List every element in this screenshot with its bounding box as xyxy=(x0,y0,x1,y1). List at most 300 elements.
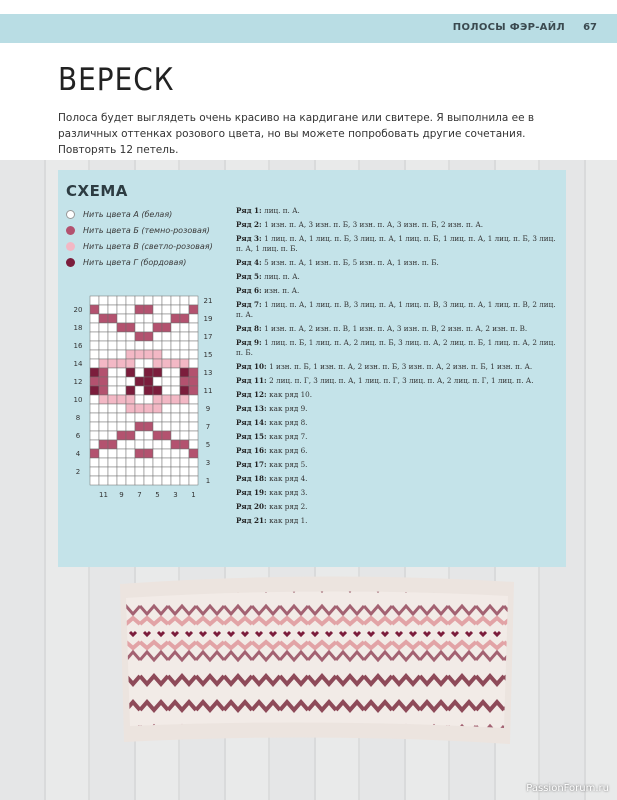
row-text: как ряд 2. xyxy=(269,502,308,511)
row-label: Ряд 9: xyxy=(236,338,265,347)
chart-cell xyxy=(135,386,144,395)
chart-cell xyxy=(189,458,198,467)
chart-cell xyxy=(189,377,198,386)
chart-cell xyxy=(90,305,99,314)
row-instruction xyxy=(236,362,562,372)
chart-cell xyxy=(189,359,198,368)
row-text: лиц. п. А. xyxy=(264,272,300,281)
chart-cell xyxy=(90,296,99,305)
row-instruction xyxy=(236,460,562,470)
chart-cell xyxy=(180,305,189,314)
chart-cell xyxy=(90,368,99,377)
chart-cell xyxy=(90,386,99,395)
chart-cell xyxy=(153,386,162,395)
chart-cell xyxy=(117,449,126,458)
row-label: Ряд 14: xyxy=(236,418,270,427)
chart-cell xyxy=(189,350,198,359)
chart-cell xyxy=(135,431,144,440)
row-label: Ряд 15: xyxy=(236,432,270,441)
chart-cell xyxy=(171,458,180,467)
chart-cell xyxy=(108,332,117,341)
chart-cell xyxy=(126,323,135,332)
chart-cell xyxy=(126,458,135,467)
chart-axis-label: 9 xyxy=(119,491,124,499)
chart-cell xyxy=(99,386,108,395)
chart-cell xyxy=(180,413,189,422)
chart-axis-label: 17 xyxy=(203,333,213,342)
chart-cell xyxy=(117,413,126,422)
chart-cell xyxy=(162,431,171,440)
pattern-title: ВЕРЕСК xyxy=(58,62,175,98)
chart-axis-label: 11 xyxy=(203,387,213,396)
chart-cell xyxy=(99,341,108,350)
chart-axis-label: 9 xyxy=(205,405,211,414)
chart-cell xyxy=(135,323,144,332)
chart-cell xyxy=(144,359,153,368)
row-instruction xyxy=(236,390,562,400)
row-instruction xyxy=(236,206,562,216)
row-instructions xyxy=(236,206,562,530)
color-d-swatch-icon xyxy=(66,258,75,267)
legend-item xyxy=(66,222,213,238)
row-text: как ряд 7. xyxy=(269,432,308,441)
chart-axis-label: 7 xyxy=(205,423,211,432)
legend-item xyxy=(66,206,213,222)
chart-cell xyxy=(144,332,153,341)
chart-cell xyxy=(153,341,162,350)
chart-cell xyxy=(144,368,153,377)
color-b-swatch-icon xyxy=(66,226,75,235)
chart-axis-label: 2 xyxy=(75,468,81,477)
chart-cell xyxy=(117,422,126,431)
chart-cell xyxy=(99,314,108,323)
chart-cell xyxy=(171,476,180,485)
chart-cell xyxy=(117,359,126,368)
chart-cell xyxy=(108,440,117,449)
chart-cell xyxy=(180,368,189,377)
chart-cell xyxy=(153,314,162,323)
chart-cell xyxy=(162,395,171,404)
chart-cell xyxy=(153,458,162,467)
row-text: как ряд 9. xyxy=(269,404,308,413)
chart-cell xyxy=(108,305,117,314)
row-text: как ряд 4. xyxy=(269,474,308,483)
chart-cell xyxy=(153,332,162,341)
row-label: Ряд 18: xyxy=(236,474,270,483)
chart-cell xyxy=(90,422,99,431)
chart-axis-label: 21 xyxy=(203,297,213,306)
chart-cell xyxy=(117,296,126,305)
row-text: как ряд 3. xyxy=(269,488,308,497)
chart-cell xyxy=(99,431,108,440)
chart-cell xyxy=(144,413,153,422)
intro-text: Полоса будет выглядеть очень красиво на кардигане или свитере. Я выполнила ее в различных оттенках розового цвета, но вы можете попробовать другие сочетания. Повторять 12 петель. xyxy=(58,112,535,156)
chart-cell xyxy=(99,350,108,359)
row-label: Ряд 2: xyxy=(236,220,265,229)
section-title: ПОЛОСЫ ФЭР-АЙЛ xyxy=(452,22,565,33)
chart-cell xyxy=(108,296,117,305)
chart-cell xyxy=(126,449,135,458)
chart-axis-label: 13 xyxy=(203,369,213,378)
chart-cell xyxy=(90,377,99,386)
chart-cell xyxy=(117,377,126,386)
row-instruction xyxy=(236,516,562,526)
chart-cell xyxy=(135,422,144,431)
chart-cell xyxy=(180,449,189,458)
chart-cell xyxy=(153,422,162,431)
row-text: 1 лиц. п. А, 1 лиц. п. В, 3 лиц. п. А, 1 лиц. п. В, 3 лиц. п. А, 1 лиц. п. В, 2 лиц. п. А. xyxy=(236,300,556,319)
chart-cell xyxy=(108,458,117,467)
chart-cell xyxy=(189,305,198,314)
chart-cell xyxy=(126,413,135,422)
chart-cell xyxy=(117,305,126,314)
chart-cell xyxy=(171,422,180,431)
chart-cell xyxy=(180,404,189,413)
chart-cell xyxy=(153,476,162,485)
chart-cell xyxy=(108,368,117,377)
legend-label: Нить цвета А (белая) xyxy=(83,209,173,219)
chart-axis-label: 7 xyxy=(137,491,142,499)
chart-cell xyxy=(189,449,198,458)
chart-cell xyxy=(180,458,189,467)
watermark: PassionForum.ru xyxy=(526,783,609,794)
chart-cell xyxy=(189,314,198,323)
chart-cell xyxy=(144,404,153,413)
chart-cell xyxy=(144,395,153,404)
chart-cell xyxy=(117,314,126,323)
chart-cell xyxy=(144,386,153,395)
chart-cell xyxy=(171,467,180,476)
chart-cell xyxy=(162,314,171,323)
chart-cell xyxy=(171,404,180,413)
chart-cell xyxy=(135,377,144,386)
chart-cell xyxy=(153,449,162,458)
chart-cell xyxy=(171,341,180,350)
chart-cell xyxy=(135,467,144,476)
chart-cell xyxy=(144,476,153,485)
chart-cell xyxy=(153,359,162,368)
chart-axis-label: 5 xyxy=(205,441,211,450)
chart-cell xyxy=(126,386,135,395)
row-text: 1 лиц. п. Б, 1 лиц. п. А, 2 лиц. п. Б, 3 лиц. п. А, 2 лиц. п. Б, 1 лиц. п. А, 2 лиц. п. Б. xyxy=(236,338,556,357)
chart-cell xyxy=(117,332,126,341)
chart-cell xyxy=(189,404,198,413)
chart-cell xyxy=(135,413,144,422)
row-text: 2 лиц. п. Г, 3 лиц. п. А, 1 лиц. п. Г, 3 лиц. п. А, 2 лиц. п. Г, 1 лиц. п. А. xyxy=(269,376,534,385)
row-label: Ряд 20: xyxy=(236,502,270,511)
chart-cell xyxy=(180,377,189,386)
chart-cell xyxy=(108,350,117,359)
chart-cell xyxy=(180,386,189,395)
row-label: Ряд 17: xyxy=(236,460,270,469)
chart-cell xyxy=(162,296,171,305)
chart-cell xyxy=(171,323,180,332)
chart-cell xyxy=(108,422,117,431)
chart-cell xyxy=(180,296,189,305)
chart-cell xyxy=(90,359,99,368)
row-label: Ряд 4: xyxy=(236,258,265,267)
chart-cell xyxy=(162,323,171,332)
chart-cell xyxy=(117,404,126,413)
color-a-swatch-icon xyxy=(66,210,75,219)
chart-axis-label: 5 xyxy=(155,491,160,499)
chart-cell xyxy=(162,332,171,341)
row-text: изн. п. А. xyxy=(264,286,300,295)
chart-cell xyxy=(180,395,189,404)
chart-cell xyxy=(144,458,153,467)
chart-cell xyxy=(126,422,135,431)
knitted-headband-photo xyxy=(112,572,522,752)
chart-cell xyxy=(162,305,171,314)
legend-item xyxy=(66,238,213,254)
chart-axis-label: 16 xyxy=(73,342,83,351)
row-label: Ряд 3: xyxy=(236,234,265,243)
chart-cell xyxy=(90,476,99,485)
row-label: Ряд 16: xyxy=(236,446,270,455)
chart-cell xyxy=(171,359,180,368)
chart-cell xyxy=(117,368,126,377)
chart-cell xyxy=(180,476,189,485)
chart-cell xyxy=(144,440,153,449)
chart-cell xyxy=(171,440,180,449)
chart-cell xyxy=(99,323,108,332)
chart-cell xyxy=(126,476,135,485)
chart-cell xyxy=(153,377,162,386)
chart-cell xyxy=(144,341,153,350)
chart-cell xyxy=(90,413,99,422)
chart-cell xyxy=(153,296,162,305)
chart-cell xyxy=(108,413,117,422)
chart-cell xyxy=(171,449,180,458)
chart-cell xyxy=(126,377,135,386)
row-label: Ряд 13: xyxy=(236,404,270,413)
row-label: Ряд 6: xyxy=(236,286,265,295)
chart-cell xyxy=(144,350,153,359)
row-instruction xyxy=(236,446,562,456)
chart-cell xyxy=(117,350,126,359)
chart-cell xyxy=(90,431,99,440)
chart-cell xyxy=(108,323,117,332)
chart-cell xyxy=(135,476,144,485)
chart-cell xyxy=(99,422,108,431)
row-text: как ряд 1. xyxy=(269,516,308,525)
chart-cell xyxy=(117,431,126,440)
chart-cell xyxy=(90,404,99,413)
chart-axis-label: 3 xyxy=(205,459,211,468)
chart-cell xyxy=(126,395,135,404)
chart-cell xyxy=(162,341,171,350)
chart-cell xyxy=(99,395,108,404)
chart-cell xyxy=(126,359,135,368)
chart-cell xyxy=(135,458,144,467)
chart-cell xyxy=(144,323,153,332)
chart-cell xyxy=(189,476,198,485)
chart-cell xyxy=(180,359,189,368)
chart-cell xyxy=(171,368,180,377)
chart-cell xyxy=(99,305,108,314)
knitting-chart xyxy=(68,292,228,502)
chart-cell xyxy=(180,440,189,449)
legend-label: Нить цвета В (светло-розовая) xyxy=(83,241,213,251)
chart-cell xyxy=(162,440,171,449)
chart-cell xyxy=(99,440,108,449)
chart-cell xyxy=(171,395,180,404)
chart-cell xyxy=(126,296,135,305)
chart-cell xyxy=(135,296,144,305)
chart-cell xyxy=(171,377,180,386)
chart-cell xyxy=(108,449,117,458)
row-text: 1 лиц. п. А, 1 лиц. п. Б, 3 лиц. п. А, 1 лиц. п. Б, 1 лиц. п. А, 1 лиц. п. Б, 3 лиц. п. А, 1 лиц. п. Б. xyxy=(236,234,556,253)
chart-cell xyxy=(135,341,144,350)
chart-axis-label: 3 xyxy=(173,491,178,499)
chart-cell xyxy=(135,368,144,377)
chart-cell xyxy=(117,440,126,449)
row-instruction xyxy=(236,338,562,358)
row-text: как ряд 6. xyxy=(269,446,308,455)
chart-cell xyxy=(171,314,180,323)
row-instruction xyxy=(236,324,562,334)
color-c-swatch-icon xyxy=(66,242,75,251)
chart-cell xyxy=(126,350,135,359)
legend-label: Нить цвета Б (темно-розовая) xyxy=(83,225,210,235)
scheme-title: СХЕМА xyxy=(66,182,128,200)
chart-cell xyxy=(90,449,99,458)
row-text: лиц. п. А. xyxy=(264,206,300,215)
page-number: 67 xyxy=(583,22,597,33)
chart-cell xyxy=(189,368,198,377)
chart-cell xyxy=(99,377,108,386)
chart-cell xyxy=(144,314,153,323)
row-instruction xyxy=(236,474,562,484)
chart-cell xyxy=(99,404,108,413)
chart-cell xyxy=(162,467,171,476)
row-label: Ряд 10: xyxy=(236,362,270,371)
chart-cell xyxy=(189,422,198,431)
chart-cell xyxy=(108,476,117,485)
row-label: Ряд 12: xyxy=(236,390,270,399)
chart-cell xyxy=(108,404,117,413)
chart-cell xyxy=(189,431,198,440)
chart-axis-label: 1 xyxy=(205,477,211,486)
chart-cell xyxy=(189,386,198,395)
chart-cell xyxy=(144,467,153,476)
row-text: как ряд 10. xyxy=(269,390,313,399)
row-text: 1 изн. п. Б, 1 изн. п. А, 2 изн. п. Б, 3 изн. п. А, 2 изн. п. Б, 1 изн. п. А. xyxy=(269,362,533,371)
chart-cell xyxy=(108,395,117,404)
row-label: Ряд 8: xyxy=(236,324,265,333)
chart-cell xyxy=(126,305,135,314)
row-instruction xyxy=(236,488,562,498)
chart-cell xyxy=(135,359,144,368)
row-text: 1 изн. п. А, 3 изн. п. Б, 3 изн. п. А, 3 изн. п. Б, 2 изн. п. А. xyxy=(264,220,484,229)
chart-cell xyxy=(117,395,126,404)
row-instruction xyxy=(236,300,562,320)
chart-cell xyxy=(99,458,108,467)
chart-cell xyxy=(135,449,144,458)
chart-cell xyxy=(135,440,144,449)
chart-cell xyxy=(117,467,126,476)
row-text: как ряд 5. xyxy=(269,460,308,469)
row-text: 1 изн. п. А, 2 изн. п. В, 1 изн. п. А, 3 изн. п. В, 2 изн. п. А, 2 изн. п. В. xyxy=(264,324,528,333)
chart-cell xyxy=(108,467,117,476)
chart-cell xyxy=(180,422,189,431)
chart-cell xyxy=(126,314,135,323)
chart-cell xyxy=(153,323,162,332)
chart-cell xyxy=(171,296,180,305)
chart-cell xyxy=(180,314,189,323)
chart-cell xyxy=(162,359,171,368)
chart-cell xyxy=(153,368,162,377)
row-instruction xyxy=(236,502,562,512)
chart-cell xyxy=(99,359,108,368)
chart-cell xyxy=(189,413,198,422)
chart-cell xyxy=(99,413,108,422)
chart-cell xyxy=(180,341,189,350)
chart-cell xyxy=(153,305,162,314)
chart-axis-label: 1 xyxy=(191,491,196,499)
legend-item xyxy=(66,254,213,270)
chart-cell xyxy=(180,332,189,341)
chart-cell xyxy=(189,395,198,404)
chart-cell xyxy=(90,323,99,332)
chart-cell xyxy=(99,449,108,458)
chart-cell xyxy=(108,341,117,350)
row-label: Ряд 1: xyxy=(236,206,265,215)
chart-cell xyxy=(171,350,180,359)
chart-cell xyxy=(180,467,189,476)
chart-cell xyxy=(108,431,117,440)
row-instruction xyxy=(236,376,562,386)
chart-cell xyxy=(171,332,180,341)
chart-cell xyxy=(189,323,198,332)
chart-cell xyxy=(126,368,135,377)
chart-cell xyxy=(108,359,117,368)
chart-cell xyxy=(153,413,162,422)
chart-cell xyxy=(126,467,135,476)
chart-cell xyxy=(171,413,180,422)
chart-cell xyxy=(162,368,171,377)
chart-cell xyxy=(144,449,153,458)
chart-axis-label: 6 xyxy=(75,432,81,441)
chart-cell xyxy=(144,296,153,305)
chart-cell xyxy=(117,341,126,350)
chart-cell xyxy=(90,341,99,350)
row-instruction xyxy=(236,404,562,414)
chart-cell xyxy=(90,467,99,476)
chart-cell xyxy=(126,431,135,440)
chart-cell xyxy=(108,377,117,386)
chart-axis-label: 11 xyxy=(99,491,108,499)
chart-cell xyxy=(162,449,171,458)
legend xyxy=(66,206,213,270)
chart-cell xyxy=(90,395,99,404)
chart-cell xyxy=(162,413,171,422)
chart-cell xyxy=(189,440,198,449)
chart-cell xyxy=(153,404,162,413)
chart-cell xyxy=(135,395,144,404)
chart-cell xyxy=(162,350,171,359)
chart-cell xyxy=(117,323,126,332)
chart-cell xyxy=(189,467,198,476)
chart-cell xyxy=(144,377,153,386)
chart-cell xyxy=(153,440,162,449)
chart-axis-label: 20 xyxy=(73,306,83,315)
chart-cell xyxy=(108,314,117,323)
row-instruction xyxy=(236,432,562,442)
chart-cell xyxy=(180,323,189,332)
chart-cell xyxy=(90,332,99,341)
chart-cell xyxy=(189,341,198,350)
